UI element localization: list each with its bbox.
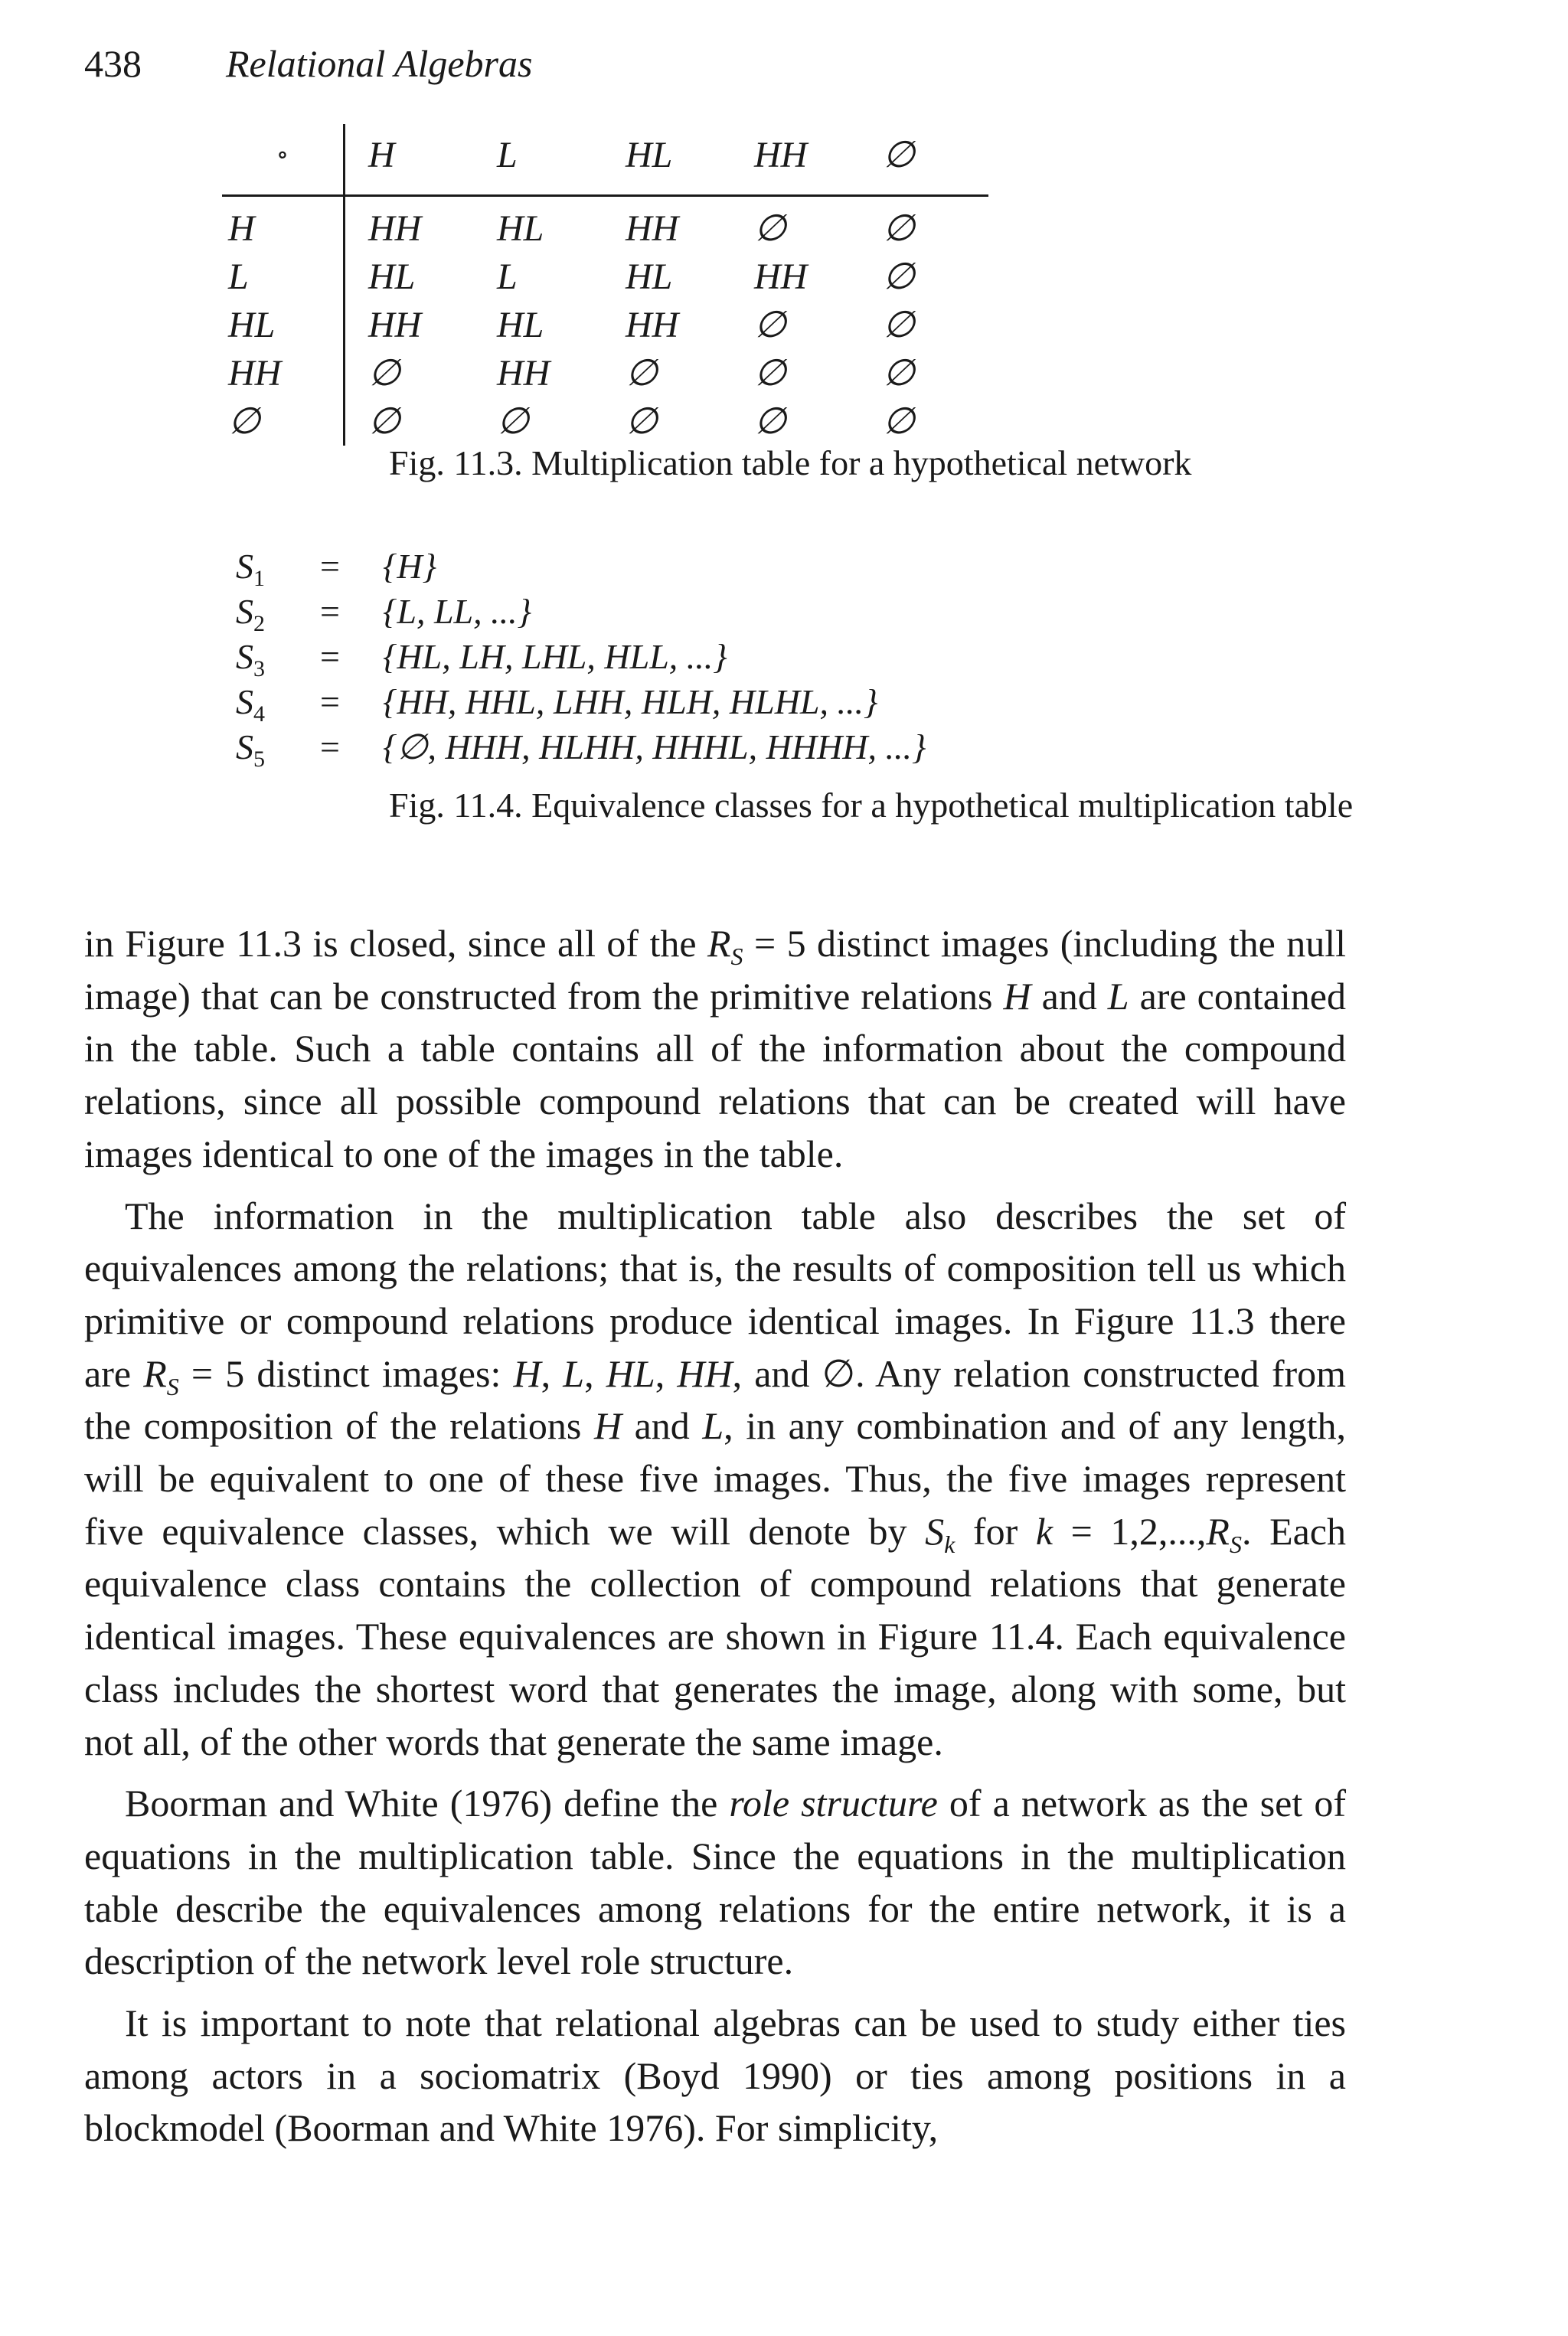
running-title: Relational Algebras — [226, 42, 533, 85]
equals-sign: = — [320, 592, 340, 631]
table-cell: ∅ — [754, 305, 786, 345]
column-header: H — [345, 124, 475, 196]
equivalence-class-row — [236, 544, 926, 592]
equivalence-class-row — [236, 679, 926, 727]
table-cell: HL — [626, 256, 673, 297]
table-cell: ∅ — [497, 401, 529, 442]
paragraph-2: The information in the multiplication table also describes the set of equivalences among the relations; that is, the results of composition tell us which primitive or compound relations produce identical images. In Figure 11.3 there are $R_S = 5$ distinct images: H, L, HL, HH, and ∅. Any relation constructed from the composition of the relations H and L, in any combination and of any length, will be equivalent to one of these five images. Thus, the five images represent five equivalence classes, which we will denote by $S_k$ for $k = 1,2,...,R_S$. Each equivalence class contains the collection of compound relations that generate identical images. These equivalences are shown in Figure 11.4. Each equivalence class includes the shortest word that generates the image, along with some, but not all, of the other words that generate the same image. — [84, 1194, 1347, 1763]
table-cell: ∅ — [883, 256, 915, 297]
class-symbol: $S_1$ — [236, 547, 265, 592]
page-header — [84, 44, 532, 83]
table-cell: ∅ — [368, 353, 400, 394]
equivalence-class-row — [236, 589, 926, 637]
equivalence-class-row — [236, 724, 926, 773]
table-cell: ∅ — [883, 208, 915, 249]
equals-sign: = — [320, 637, 340, 676]
table-cell: ∅ — [626, 353, 658, 394]
column-header: ∅ — [860, 124, 988, 196]
column-header: L — [474, 124, 603, 196]
equals-sign: = — [320, 682, 340, 721]
table-cell: HH — [754, 256, 808, 297]
row-header: L — [222, 253, 345, 301]
table-row — [222, 253, 988, 301]
body-text — [84, 917, 1346, 2155]
table-cell: HL — [497, 305, 544, 345]
table-cell: HH — [626, 208, 679, 249]
row-header: ∅ — [222, 397, 345, 446]
figure-11-3-caption: Fig. 11.3. Multiplication table for a hypothetical network — [389, 443, 1192, 482]
page-number: 438 — [84, 42, 142, 85]
figure-11-4-caption: Fig. 11.4. Equivalence classes for a hypothetical multiplication table — [389, 786, 1354, 825]
class-members: {HH, HHL, LHH, HLH, HLHL, ...} — [383, 682, 878, 721]
column-header: HL — [603, 124, 731, 196]
table-row — [222, 349, 988, 397]
paragraph-4: It is important to note that relational algebras can be used to study either ties among actors in a sociomatrix (Boyd 1990) or ties among positions in a blockmodel (Boorman and White 1976). For simplicity, — [84, 2001, 1346, 2150]
class-members: {HL, LH, LHL, HLL, ...} — [383, 637, 727, 676]
class-symbol: $S_5$ — [236, 727, 265, 773]
class-members: {∅, HHH, HLHH, HHHL, HHHH, ...} — [383, 727, 926, 766]
column-header: HH — [731, 124, 860, 196]
row-header: H — [222, 196, 345, 253]
class-symbol: $S_2$ — [236, 592, 265, 637]
table-cell: ∅ — [883, 305, 915, 345]
table-cell: HH — [368, 305, 422, 345]
table-cell: ∅ — [883, 401, 915, 442]
multiplication-table — [222, 124, 988, 446]
operator-cell: ∘ — [222, 124, 345, 196]
table-header-row — [222, 124, 988, 196]
table-cell: HH — [497, 353, 550, 394]
table-cell: ∅ — [883, 353, 915, 394]
equivalence-class-row — [236, 634, 926, 682]
table-cell: ∅ — [754, 401, 786, 442]
class-members: {H} — [383, 547, 437, 586]
row-header: HH — [222, 349, 345, 397]
paragraph-1: in Figure 11.3 is closed, since all of the $R_S = 5$ distinct images (including the null image) that can be constructed from the primitive relations H and L are contained in the table. Such a table contains all of the information about the compound relations, since all possible compound relations that can be created will have images identical to one of the images in the table. — [84, 922, 1346, 1175]
class-symbol: $S_4$ — [236, 682, 265, 727]
equals-sign: = — [320, 547, 340, 586]
table-cell: HL — [368, 256, 416, 297]
equivalence-classes — [236, 544, 926, 773]
table-cell: ∅ — [626, 401, 658, 442]
table-cell: HH — [368, 208, 422, 249]
class-members: {L, LL, ...} — [383, 592, 532, 631]
table-cell: L — [497, 256, 518, 297]
table-cell: HL — [497, 208, 544, 249]
class-symbol: $S_3$ — [236, 637, 265, 682]
table-cell: ∅ — [368, 401, 400, 442]
equals-sign: = — [320, 727, 340, 766]
row-header: HL — [222, 301, 345, 349]
table-cell: ∅ — [754, 208, 786, 249]
table-row — [222, 397, 988, 446]
table-row — [222, 196, 988, 253]
table-cell: ∅ — [754, 353, 786, 394]
table-row — [222, 301, 988, 349]
table-cell: HH — [626, 305, 679, 345]
paragraph-3: Boorman and White (1976) define the role structure of a network as the set of equations in the multiplication table. Since the equations in the multiplication table describe the equivalences among relations for the entire network, it is a description of the network level role structure. — [84, 1782, 1346, 1983]
